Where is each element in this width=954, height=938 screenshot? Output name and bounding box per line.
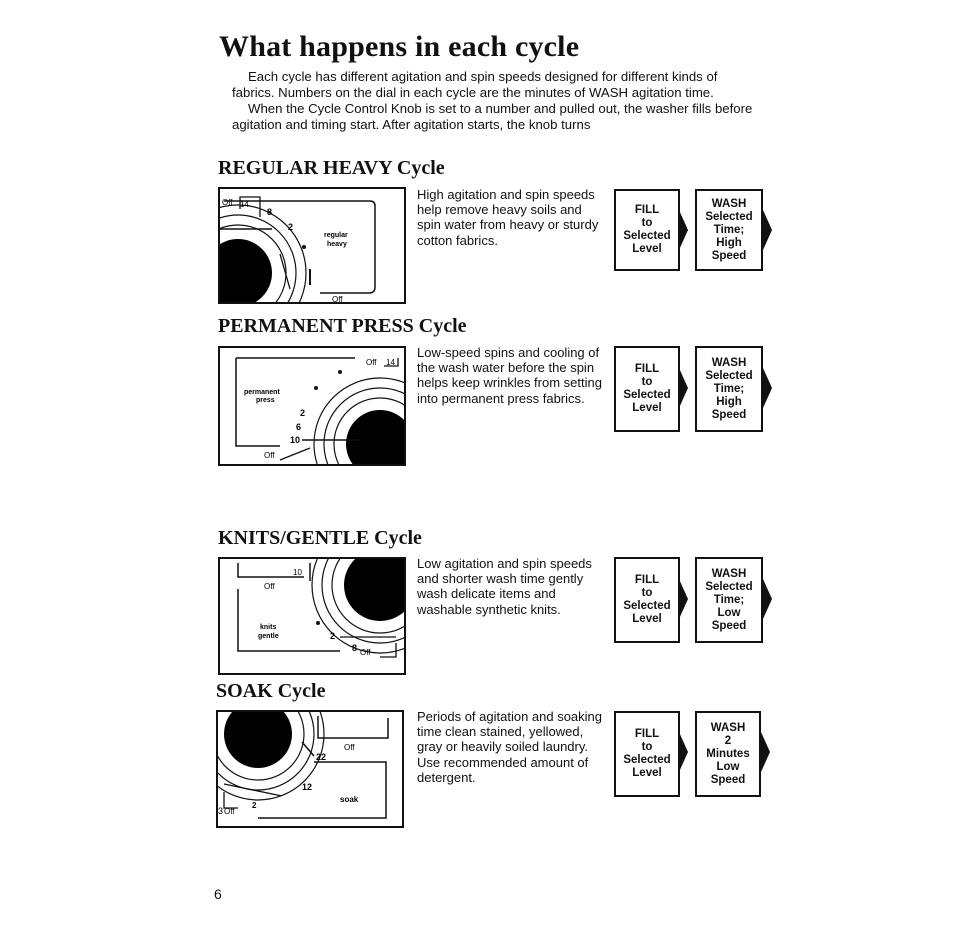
regular-heavy-description: High agitation and spin speeds help remove heavy soils and spin water from heavy or sturdy cotton fabrics. bbox=[417, 187, 599, 248]
permanent-press-heading-main: PERMANENT PRESS bbox=[218, 315, 414, 337]
arrow-icon bbox=[679, 732, 688, 772]
regular-dial-14: 14 bbox=[240, 200, 249, 209]
permanent-press-fill-box bbox=[614, 346, 680, 432]
fill-selected: Selected bbox=[623, 600, 671, 612]
wash-label: WASH bbox=[710, 721, 746, 734]
wash-line-2: 2 bbox=[724, 734, 732, 747]
fill-to: to bbox=[641, 217, 653, 229]
regular-dial-off-top: Off bbox=[222, 198, 233, 207]
soak-dial-3: 3 bbox=[218, 806, 224, 816]
wash-line-5: Speed bbox=[711, 408, 747, 421]
fill-selected: Selected bbox=[623, 754, 671, 766]
regular-heavy-heading-main: REGULAR HEAVY bbox=[218, 157, 392, 179]
knits-dial-off-top: Off bbox=[264, 582, 275, 591]
arrow-icon bbox=[761, 732, 770, 772]
intro-paragraph-2: When the Cycle Control Knob is set to a number and pulled out, the washer fills before agitation and timing start. After agitation starts, the knob turns bbox=[232, 101, 753, 132]
knits-gentle-dial bbox=[218, 557, 406, 675]
fill-label: FILL bbox=[634, 728, 660, 740]
knits-dial-8: 8 bbox=[352, 643, 358, 653]
wash-label: WASH bbox=[711, 356, 747, 369]
permanent-press-wash-box bbox=[695, 346, 763, 432]
arrow-icon bbox=[763, 210, 772, 250]
wash-label: WASH bbox=[711, 197, 747, 210]
page-number: 6 bbox=[214, 886, 222, 902]
wash-line-3: Time; bbox=[713, 223, 745, 236]
soak-heading-suffix: Cycle bbox=[277, 680, 326, 702]
wash-line-5: Speed bbox=[711, 249, 747, 262]
wash-line-2: Selected bbox=[705, 369, 753, 382]
arrow-icon bbox=[679, 368, 688, 408]
arrow-icon bbox=[679, 210, 688, 250]
arrow-icon bbox=[679, 579, 688, 619]
knits-gentle-fill-box bbox=[614, 557, 680, 643]
intro-text bbox=[232, 69, 756, 133]
soak-dial-2: 2 bbox=[252, 801, 257, 810]
knits-gentle-heading-suffix: Cycle bbox=[374, 527, 422, 549]
regular-heavy-heading-suffix: Cycle bbox=[396, 157, 445, 179]
fill-selected: Selected bbox=[623, 230, 671, 242]
regular-dial-2: 2 bbox=[288, 222, 294, 232]
soak-fill-box bbox=[614, 711, 680, 797]
fill-selected: Selected bbox=[623, 389, 671, 401]
soak-wash-box bbox=[695, 711, 761, 797]
wash-line-2: Selected bbox=[705, 210, 753, 223]
permanent-dial-6: 6 bbox=[296, 422, 302, 432]
permanent-press-heading-suffix: Cycle bbox=[418, 315, 467, 337]
soak-heading bbox=[216, 680, 325, 703]
fill-to: to bbox=[641, 587, 653, 599]
knits-dial-setting-2: gentle bbox=[258, 633, 279, 640]
fill-label: FILL bbox=[634, 574, 660, 586]
knits-gentle-wash-box bbox=[695, 557, 763, 643]
fill-level: Level bbox=[632, 402, 662, 414]
wash-line-4: Low bbox=[716, 760, 740, 773]
soak-description: Periods of agitation and soaking time clean stained, yellowed, gray or heavily soiled laundry. Use recommended amount of detergent. bbox=[417, 709, 603, 785]
permanent-dial-2: 2 bbox=[300, 408, 306, 418]
soak-dial-illustration bbox=[218, 712, 402, 826]
knits-gentle-description: Low agitation and spin speeds and shorter wash time gently wash delicate items and washable synthetic knits. bbox=[417, 556, 592, 617]
soak-dial bbox=[216, 710, 404, 828]
knits-gentle-heading-main: KNITS/GENTLE bbox=[218, 527, 370, 549]
soak-dial-setting-1: soak bbox=[340, 795, 359, 804]
permanent-press-description: Low-speed spins and cooling of the wash water before the spin helps keep wrinkles from setting into permanent press fabrics. bbox=[417, 345, 602, 406]
soak-dial-off-top: Off bbox=[344, 743, 355, 752]
knits-dial-2: 2 bbox=[330, 631, 336, 641]
wash-line-3: Time; bbox=[713, 382, 745, 395]
wash-label: WASH bbox=[711, 567, 747, 580]
fill-to: to bbox=[641, 376, 653, 388]
fill-label: FILL bbox=[634, 204, 660, 216]
permanent-dial-off-bottom: Off bbox=[264, 451, 275, 460]
soak-dial-12: 12 bbox=[302, 782, 313, 792]
wash-line-4: High bbox=[716, 395, 742, 408]
fill-level: Level bbox=[632, 613, 662, 625]
soak-dial-off-bottom: Off bbox=[224, 807, 235, 816]
regular-heavy-wash-box bbox=[695, 189, 763, 271]
fill-level: Level bbox=[632, 243, 662, 255]
knits-dial-setting-1: knits bbox=[260, 624, 277, 631]
wash-line-3: Time; bbox=[713, 593, 745, 606]
regular-heavy-heading bbox=[218, 157, 445, 180]
wash-line-2: Selected bbox=[705, 580, 753, 593]
wash-line-5: Speed bbox=[711, 619, 747, 632]
permanent-dial-setting-2: press bbox=[256, 397, 275, 404]
permanent-press-heading bbox=[218, 315, 467, 338]
wash-line-5: Speed bbox=[710, 773, 746, 786]
regular-dial-setting-2: heavy bbox=[327, 241, 347, 248]
permanent-dial-setting-1: permanent bbox=[244, 389, 280, 396]
permanent-press-dial-illustration bbox=[220, 348, 404, 464]
regular-heavy-dial-illustration bbox=[220, 189, 404, 302]
page-title: What happens in each cycle bbox=[219, 30, 580, 63]
arrow-icon bbox=[763, 579, 772, 619]
regular-dial-8: 8 bbox=[267, 207, 273, 217]
wash-line-4: Low bbox=[717, 606, 741, 619]
permanent-dial-10: 10 bbox=[290, 435, 301, 445]
regular-heavy-dial bbox=[218, 187, 406, 304]
soak-dial-22: 22 bbox=[316, 752, 327, 762]
wash-line-3: Minutes bbox=[706, 747, 750, 760]
knits-gentle-heading bbox=[218, 527, 422, 550]
wash-line-4: High bbox=[716, 236, 742, 249]
soak-heading-main: SOAK bbox=[216, 680, 273, 702]
regular-dial-setting-1: regular bbox=[324, 232, 348, 239]
fill-to: to bbox=[641, 741, 653, 753]
fill-label: FILL bbox=[634, 363, 660, 375]
arrow-icon bbox=[763, 368, 772, 408]
permanent-dial-14: 14 bbox=[386, 358, 395, 367]
regular-heavy-fill-box bbox=[614, 189, 680, 271]
knits-dial-off-bottom: Off bbox=[360, 648, 371, 657]
permanent-dial-off-top: Off bbox=[366, 358, 377, 367]
permanent-press-dial bbox=[218, 346, 406, 466]
knits-gentle-dial-illustration bbox=[220, 559, 404, 673]
knits-dial-10: 10 bbox=[293, 568, 302, 577]
fill-level: Level bbox=[632, 767, 662, 779]
regular-dial-off-bottom: Off bbox=[332, 295, 343, 302]
intro-paragraph-1: Each cycle has different agitation and spin speeds designed for different kinds of fabrics. Numbers on the dial in each cycle are the minutes of WASH agitation time. bbox=[232, 69, 718, 100]
